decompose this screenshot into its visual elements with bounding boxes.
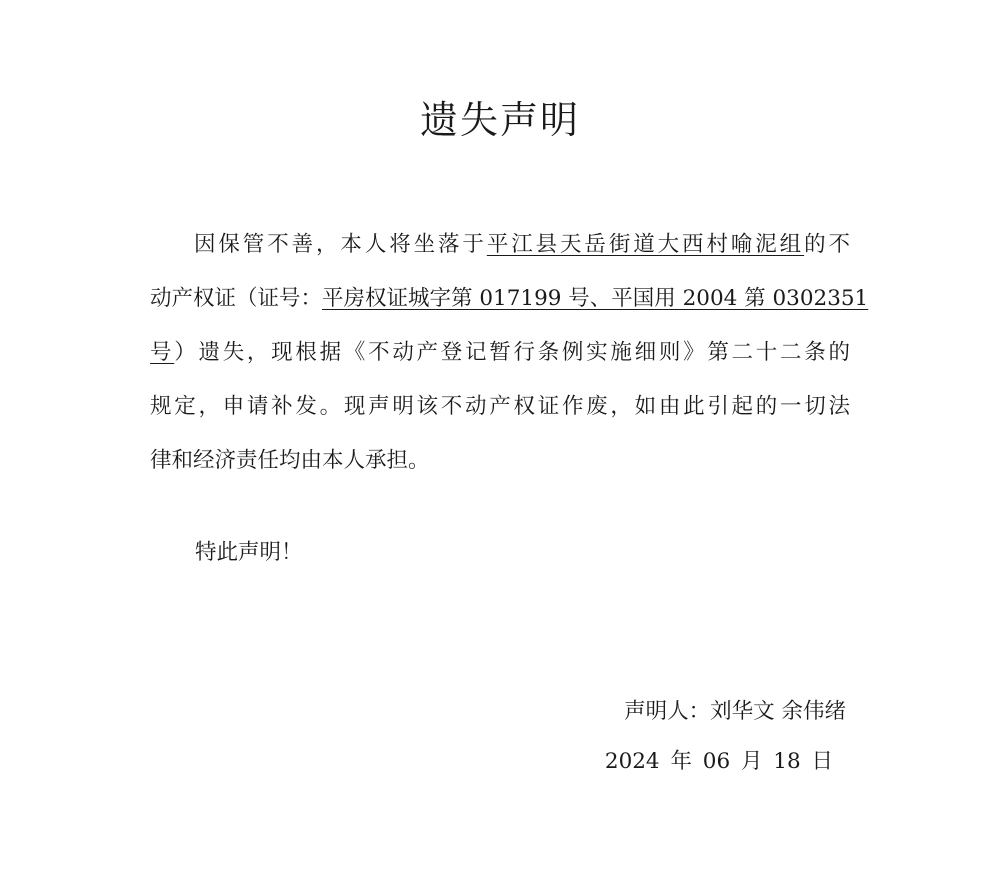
closing-statement: 特此声明！ [195, 540, 303, 565]
body-text-segment: 的不 [804, 232, 850, 257]
body-line-1 [150, 218, 850, 272]
body-text-segment: 因保管不善，本人将坐落于 [194, 232, 487, 257]
statement-body [150, 218, 869, 488]
certificate-number-end: 号 [150, 340, 175, 365]
signature-date: 2024 年 06 月 18 日 [604, 749, 833, 774]
body-line-3 [150, 326, 850, 380]
document-title: 遗失声明 [419, 98, 580, 142]
body-line-2 [150, 272, 869, 326]
certificate-number: 平房权证城字第 017199 号、平国用 2004 第 0302351 [322, 286, 869, 311]
body-text-segment: 动产权证（证号： [150, 286, 323, 311]
body-line-4: 规定，申请补发。现声明该不动产权证作废，如由此引起的一切法 [150, 394, 850, 419]
body-line-5: 律和经济责任均由本人承担。 [150, 448, 430, 473]
body-text-segment: ）遗失，现根据《不动产登记暂行条例实施细则》第二十二条的 [174, 340, 850, 365]
property-location: 平江县天岳街道大西村喻泥组 [486, 232, 805, 257]
signatory: 声明人：刘华文 余伟绪 [624, 699, 846, 724]
